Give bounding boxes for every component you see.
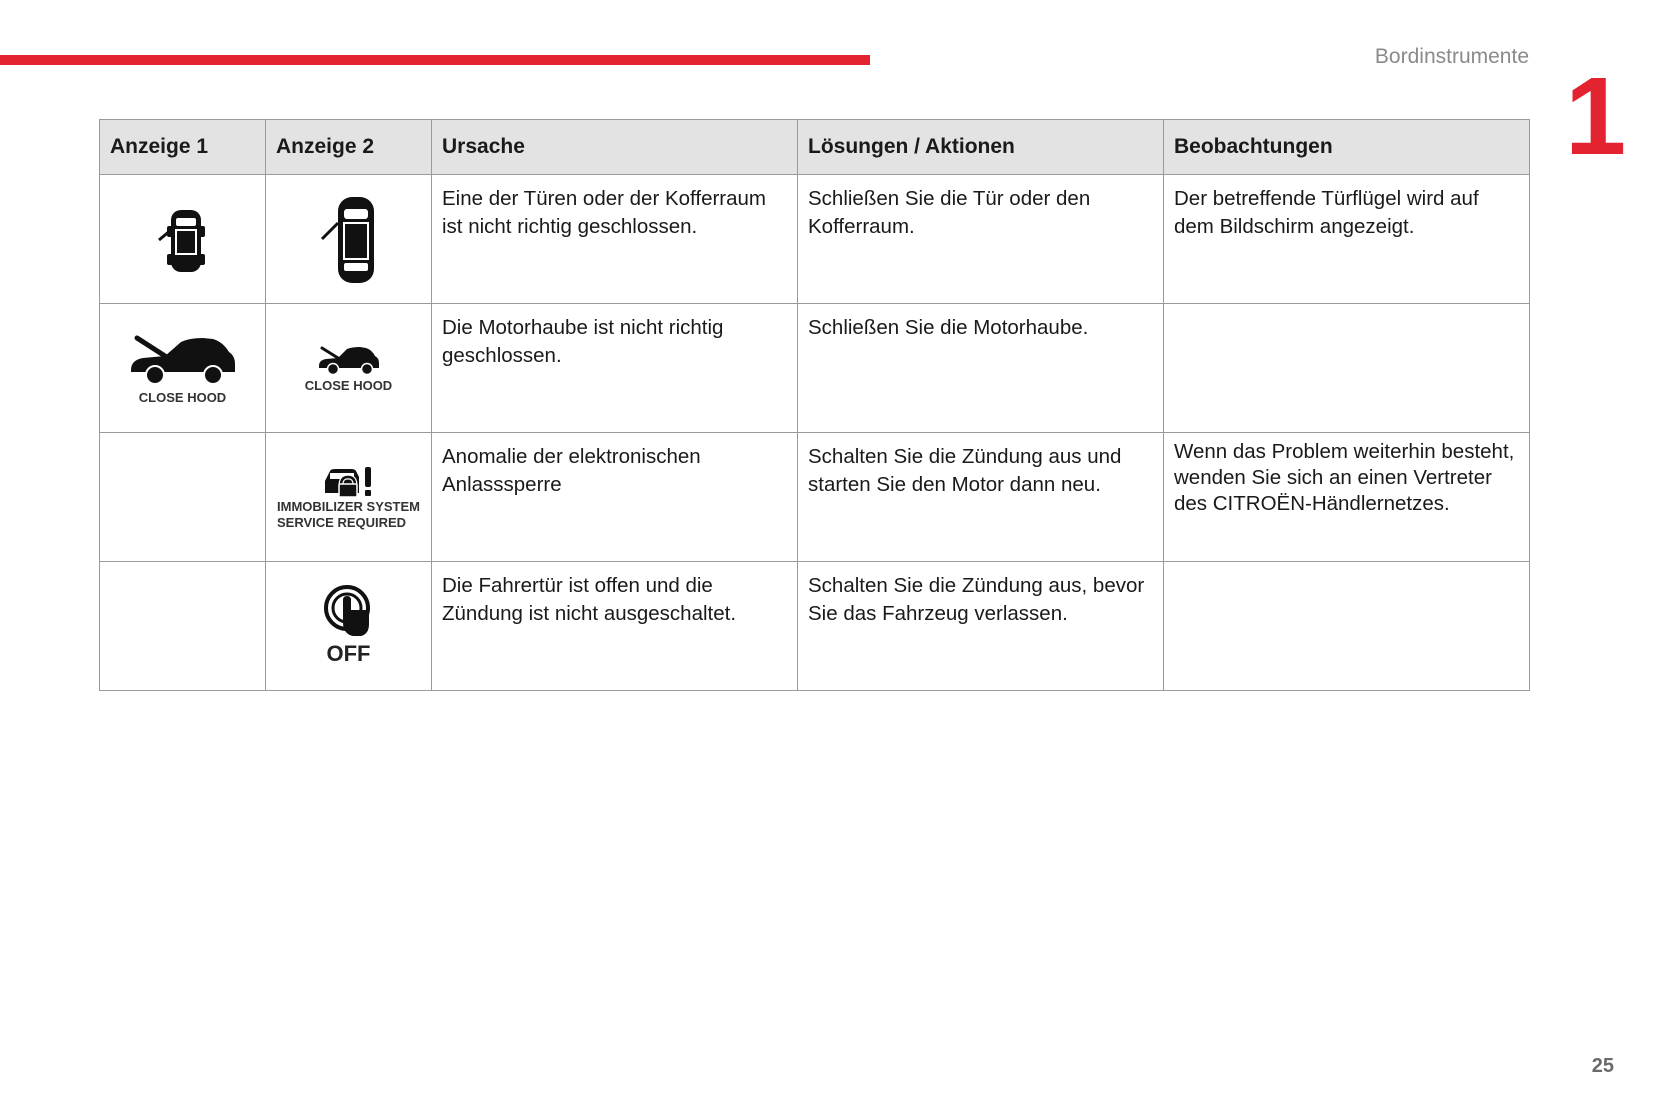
column-header-cause: Ursache (432, 120, 798, 175)
page-number: 25 (1591, 1055, 1614, 1077)
cause-cell: Die Fahrertür ist offen und die Zündung ist nicht ausgeschaltet. (432, 562, 798, 691)
warning-table (99, 119, 1530, 691)
door-open-top-view-icon (316, 193, 382, 285)
action-cell: Schließen Sie die Motorhaube. (798, 304, 1164, 433)
header-red-bar (0, 55, 870, 65)
off-caption: OFF (326, 641, 371, 666)
action-cell: Schalten Sie die Zündung aus, bevor Sie das Fahrzeug verlassen. (798, 562, 1164, 691)
table-row (100, 304, 1530, 433)
table-row (100, 562, 1530, 691)
car-hood-open-icon (316, 342, 382, 378)
door-open-top-view-icon (153, 204, 213, 274)
car-hood-open-icon (127, 330, 239, 390)
note-cell (1164, 562, 1530, 691)
display1-cell (100, 175, 266, 304)
table-row (100, 433, 1530, 562)
note-cell (1164, 304, 1530, 433)
column-header-observations: Beobachtungen (1164, 120, 1530, 175)
display1-cell (100, 562, 266, 691)
note-cell: Der betreffende Türflügel wird auf dem Bildschirm angezeigt. (1164, 175, 1530, 304)
section-title: Bordinstrumente (1374, 45, 1529, 68)
cause-cell: Die Motorhaube ist nicht richtig geschlossen. (432, 304, 798, 433)
table-header-row (100, 120, 1530, 175)
icon-caption-line: IMMOBILIZER SYSTEM (277, 499, 420, 514)
cause-cell: Eine der Türen oder der Kofferraum ist nicht richtig geschlossen. (432, 175, 798, 304)
icon-caption: CLOSE HOOD (304, 378, 393, 393)
icon-caption-line: SERVICE REQUIRED (277, 515, 407, 530)
icon-caption (277, 499, 420, 531)
icon-caption: CLOSE HOOD (138, 390, 227, 405)
display2-cell (266, 562, 432, 691)
action-cell: Schließen Sie die Tür oder den Kofferraum. (798, 175, 1164, 304)
display2-cell (266, 175, 432, 304)
table-row (100, 175, 1530, 304)
cause-cell: Anomalie der elektronischen Anlasssperre (432, 433, 798, 562)
display1-cell (100, 304, 266, 433)
column-header-display2: Anzeige 2 (266, 120, 432, 175)
action-cell: Schalten Sie die Zündung aus und starten Sie den Motor dann neu. (798, 433, 1164, 562)
display2-cell (266, 433, 432, 562)
chapter-number: 1 (1565, 55, 1627, 178)
column-header-actions: Lösungen / Aktionen (798, 120, 1164, 175)
immobilizer-warning-icon (321, 463, 377, 499)
display2-cell (266, 304, 432, 433)
note-cell: Wenn das Problem weiterhin besteht, wenden Sie sich an einen Vertreter des CITROËN-Händlernetzes. (1164, 433, 1530, 562)
display1-cell (100, 433, 266, 562)
column-header-display1: Anzeige 1 (100, 120, 266, 175)
start-stop-button-icon (323, 584, 375, 642)
